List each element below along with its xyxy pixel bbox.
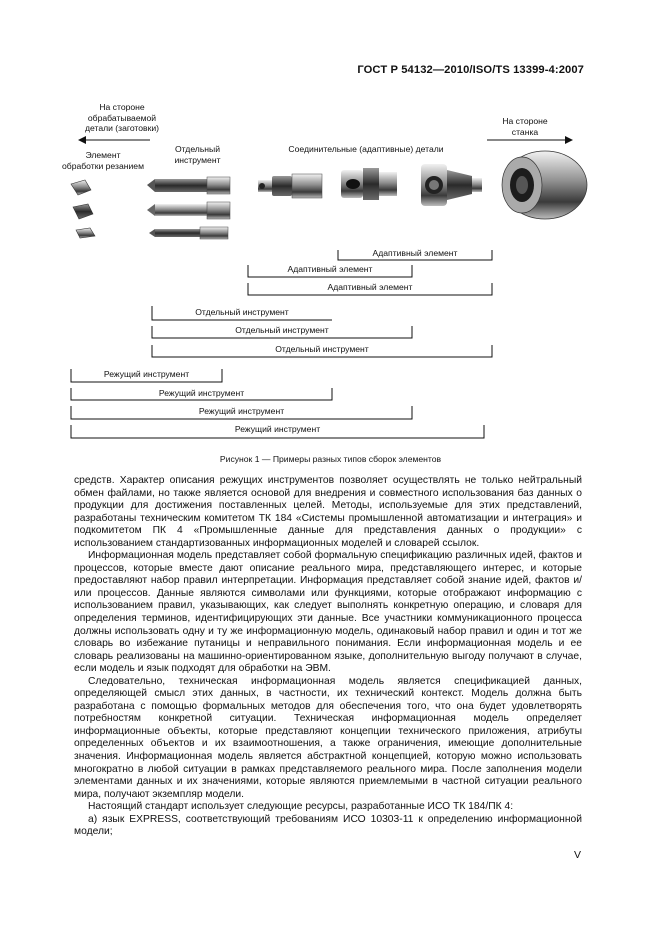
cutting-bracket-4-label: Режущий инструмент [234,424,321,434]
machine-side-label: На стороне станка [502,116,548,137]
adapter-image-1 [258,174,322,198]
list-item: а) язык EXPRESS, соответствующий требованиям ИСО 10303-11 к определению информационной модели; [74,813,582,838]
tool-bracket-2-label: Отдельный инструмент [235,325,329,335]
workpiece-side-label: На стороне обрабатываемой детали (заготовки) [84,102,160,133]
tool-bracket-3-label: Отдельный инструмент [275,344,369,354]
cutting-bracket-3-label: Режущий инструмент [198,406,285,416]
cutting-element-label: Элемент обработки резанием [62,150,144,171]
adaptive-bracket-1-label: Адаптивный элемент [372,248,458,258]
paragraph: Настоящий стандарт использует следующие ресурсы, разработанные ИСО ТК 184/ПК 4: [88,801,514,813]
cutting-bracket-1-label: Режущий инструмент [103,369,190,379]
adapter-image-2 [341,168,397,200]
separate-tool-images [147,177,230,239]
page-number: V [573,849,581,861]
paragraph: Следовательно, техническая информационная модель является спецификацией данных, определяющей смысл этих данных, в частности, их технический контекст. Модель должна быть разработана с помощью формальных методов для обеспечения того, что она будет удовлетворять потребностям конкретной ситуации. Техническая информационная модель определяет информационные объекты, которые представляют концепции технического приложения, атрибуты определенных объектов и их взаимоотношения, а также ограничения, имеющие дополнительные значения. Информационная модель является абстрактной концепцией, которую можно использовать многократно в любой ситуации в рамках представляемого реального мира. После заполнения модели элементами данных и их значениями, которые являются приемлемыми в частной ситуации реального мира, получают экземпляр модели. [74,675,582,800]
adaptive-bracket-3-label: Адаптивный элемент [327,282,413,292]
adapter-image-3 [421,164,482,206]
paragraph: Информационная модель представляет собой формальную спецификацию различных идей, фактов и процессов, которые вместе дают описание реального мира, представляющего интерес, и которые предоставляют набор правил интерпретации. Информация представляет собой знание идей, фактов и/или процессов. Данные являются символами или функциями, которые отображают информацию с использованием правил, указывающих, как следует выполнять конкретную операцию, и словаря для определения терминов, идентифицирующих эти данные. Все участники коммуникационного процесса должны использовать одну и ту же информационную модель, одинаковый набор правил и один и тот же словарь во избежание путаницы и неправильного понимания. Если информационная модель и ее словарь реализованы на машинно-ориентированном языке, дополнительную выгоду получают в случае, если модель и язык подходят для обработки на ЭВМ. [74,550,582,675]
body-text [74,475,582,839]
separate-tool-label: Отдельный инструмент [174,144,221,165]
adaptive-parts-label: Соединительные (адаптивные) детали [288,144,444,154]
cutting-bracket-2-label: Режущий инструмент [158,388,245,398]
standard-title: ГОСТ Р 54132—2010/ISO/TS 13399-4:2007 [357,64,584,76]
cutting-insert-images [71,180,95,238]
machine-spindle-image [502,151,587,219]
paragraph: средств. Характер описания режущих инструментов позволяет осуществлять не только нейтральный обмен файлами, но также является основой для внедрения и совместного использования баз данных о продукции для достижения поставленных целей. Методы, используемые для этих представлений, разработаны техническим комитетом ТК 184 «Системы промышленной автоматизации и интеграция» и подкомитетом ПК 4 «Промышленные данные для представления данных о продукции» с использованием стандартизованных информационных моделей и словарей ссылок. [74,475,582,549]
tool-bracket-1-label: Отдельный инструмент [195,307,289,317]
figure-caption: Рисунок 1 — Примеры разных типов сборок элементов [219,454,442,464]
adaptive-bracket-2-label: Адаптивный элемент [287,264,373,274]
